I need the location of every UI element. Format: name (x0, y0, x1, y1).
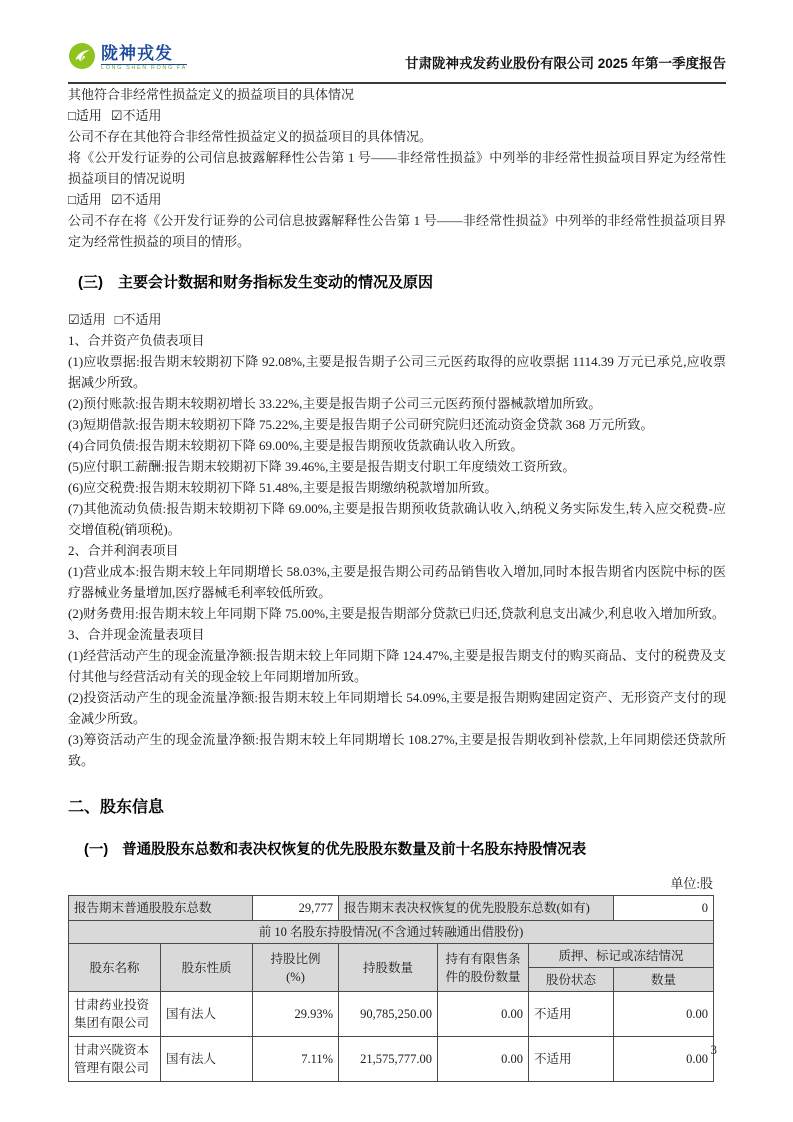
shareholder-name: 甘肃药业投资集团有限公司 (69, 992, 161, 1037)
col-header-nature: 股东性质 (161, 944, 253, 992)
nonrecurring-reclass-title: 将《公开发行证券的公司信息披露解释性公告第 1 号——非经常性损益》中列举的非经常性损益项目界定为经常性损益项目的情况说明 (68, 150, 726, 186)
applicability-line-3 (68, 309, 726, 330)
change-item: (1)营业成本:报告期末较上年同期增长 58.03%,主要是报告期公司药品销售收入增加,同时本报告期省内医院中标的医疗器械业务量增加,医疗器械毛利率较低所致。 (68, 564, 726, 600)
nonrecurring-other-statement: 公司不存在其他符合非经常性损益定义的损益项目的具体情况。 (68, 129, 433, 144)
change-item: (1)应收票据:报告期末较期初下降 92.08%,主要是报告期子公司三元医药取得的应收票据 1114.39 万元已承兑,应收票据减少所致。 (68, 354, 726, 390)
shareholder-nature: 国有法人 (161, 1037, 253, 1082)
shareholder-status: 不适用 (529, 1037, 614, 1082)
checkbox-checked-icon: ☑ (68, 312, 80, 327)
shareholder-table (68, 895, 714, 1082)
top10-subtitle: 前 10 名股东持股情况(不含通过转融通出借股份) (69, 921, 714, 944)
subsection1-title: 普通股股东总数和表决权恢复的优先股股东数量及前十名股东持股情况表 (122, 842, 587, 858)
col-header-name: 股东名称 (69, 944, 161, 992)
col-header-qty: 数量 (614, 968, 714, 992)
brand-name-en: LONG SHEN RONG FA (101, 65, 187, 72)
common-shareholders-value: 29,777 (253, 896, 339, 921)
brand-name-cn: 陇神戎发 (101, 44, 173, 64)
col-header-shares: 持股数量 (339, 944, 438, 992)
table-row (69, 992, 714, 1037)
subsection1-heading (84, 838, 726, 859)
table-header-row-1 (69, 944, 714, 968)
table-row-summary (69, 896, 714, 921)
company-logo (68, 42, 187, 75)
table-row-subtitle (69, 921, 714, 944)
section3-title: 主要会计数据和财务指标发生变动的情况及原因 (118, 274, 434, 291)
shareholder-shares: 21,575,777.00 (339, 1037, 438, 1082)
change-item: (7)其他流动负债:报告期末较期初下降 69.00%,主要是报告期预收货款确认收入,纳税义务实际发生,转入应交税费-应交增值税(销项税)。 (68, 501, 726, 537)
change-item: (5)应付职工薪酬:报告期末较期初下降 39.46%,主要是报告期支付职工年度绩效工资所致。 (68, 459, 576, 474)
col-header-restricted: 持有有限售条 件的股份数量 (438, 944, 529, 992)
nonrecurring-reclass-statement: 公司不存在将《公开发行证券的公司信息披露解释性公告第 1 号——非经常性损益》中列举的非经常性损益项目界定为经常性损益的项目的情形。 (68, 213, 726, 249)
section3-number: (三) (78, 274, 103, 291)
applicability-line-2 (68, 189, 726, 210)
checkbox-unchecked-icon: □ (114, 312, 123, 327)
checkbox-checked-icon: ☑ (110, 108, 123, 123)
applicable-label: 适用 (79, 312, 106, 327)
col-header-status: 股份状态 (529, 968, 614, 992)
logo-icon (68, 42, 96, 75)
preferred-shareholders-label: 报告期末表决权恢复的优先股股东总数(如有) (339, 896, 614, 921)
change-item: 2、合并利润表项目 (68, 543, 179, 558)
change-item: (2)投资活动产生的现金流量净额:报告期末较上年同期增长 54.09%,主要是报告期购建固定资产、无形资产支付的现金减少所致。 (68, 690, 726, 726)
checkbox-checked-icon: ☑ (110, 192, 123, 207)
checkbox-unchecked-icon: □ (68, 192, 76, 207)
shareholder-ratio: 29.93% (253, 992, 339, 1037)
common-shareholders-label: 报告期末普通股股东总数 (69, 896, 253, 921)
applicability-line-1 (68, 105, 726, 126)
not-applicable-label: 不适用 (122, 312, 162, 327)
shareholder-nature: 国有法人 (161, 992, 253, 1037)
change-item: (2)财务费用:报告期末较上年同期下降 75.00%,主要是报告期部分贷款已归还,贷款利息支出减少,利息收入增加所致。 (68, 606, 725, 621)
col-header-pledge-group: 质押、标记或冻结情况 (529, 944, 714, 968)
report-title: 甘肃陇神戎发药业股份有限公司 2025 年第一季度报告 (404, 56, 726, 71)
change-item: (3)筹资活动产生的现金流量净额:报告期末较上年同期增长 108.27%,主要是报告期收到补偿款,上年同期偿还贷款所致。 (68, 732, 726, 768)
page-header (68, 42, 726, 84)
change-item: (2)预付账款:报告期末较期初增长 33.22%,主要是报告期子公司三元医药预付器械款增加所致。 (68, 396, 602, 411)
section3-heading (78, 271, 726, 292)
shareholder-qty: 0.00 (614, 1037, 714, 1082)
change-item: 3、合并现金流量表项目 (68, 627, 205, 642)
col-header-ratio: 持股比例 (%) (253, 944, 339, 992)
shareholder-status: 不适用 (529, 992, 614, 1037)
change-item: (4)合同负债:报告期末较期初下降 69.00%,主要是报告期预收货款确认收入所致。 (68, 438, 524, 453)
not-applicable-label: 不适用 (122, 108, 162, 123)
report-body (68, 84, 726, 1082)
shareholder-restricted: 0.00 (438, 992, 529, 1037)
preferred-shareholders-value: 0 (614, 896, 714, 921)
nonrecurring-other-title: 其他符合非经常性损益定义的损益项目的具体情况 (68, 87, 355, 102)
applicable-label: 适用 (75, 192, 102, 207)
table-row (69, 1037, 714, 1082)
change-item: (1)经营活动产生的现金流量净额:报告期末较上年同期下降 124.47%,主要是报告期支付的购买商品、支付的税费及支付其他与经营活动有关的现金较上年同期增加所致。 (68, 648, 726, 684)
shareholder-restricted: 0.00 (438, 1037, 529, 1082)
shareholder-qty: 0.00 (614, 992, 714, 1037)
shareholder-ratio: 7.11% (253, 1037, 339, 1082)
subsection1-number: (一) (84, 842, 109, 858)
change-item: 1、合并资产负债表项目 (68, 333, 205, 348)
page-number: 3 (710, 1042, 717, 1057)
shareholder-shares: 90,785,250.00 (339, 992, 438, 1037)
applicable-label: 适用 (75, 108, 102, 123)
unit-label: 单位:股 (670, 876, 713, 891)
change-item: (6)应交税费:报告期末较期初下降 51.48%,主要是报告期缴纳税款增加所致。 (68, 480, 498, 495)
not-applicable-label: 不适用 (122, 192, 162, 207)
shareholder-name: 甘肃兴陇资本管理有限公司 (69, 1037, 161, 1082)
section2-heading: 二、股东信息 (68, 799, 165, 816)
change-item: (3)短期借款:报告期末较期初下降 75.22%,主要是报告期子公司研究院归还流动资金贷款 368 万元所致。 (68, 417, 654, 432)
checkbox-unchecked-icon: □ (68, 108, 76, 123)
